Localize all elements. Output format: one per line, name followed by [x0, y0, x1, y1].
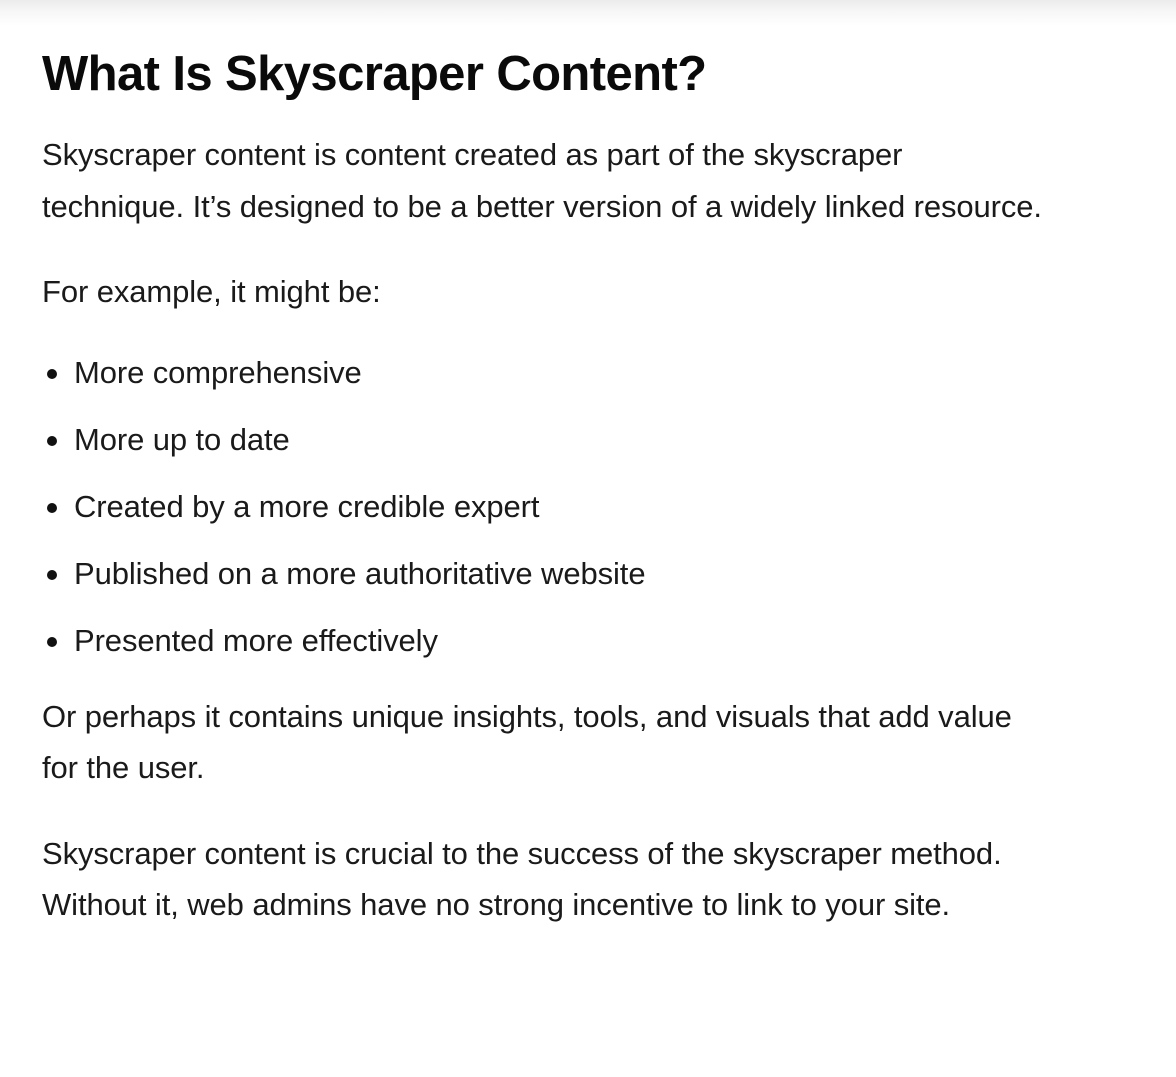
insights-paragraph: Or perhaps it contains unique insights, tools, and visuals that add value for the user.: [42, 698, 1012, 785]
article-body: [42, 42, 1142, 931]
example-list: [42, 353, 1142, 661]
list-item: [42, 554, 1142, 594]
top-shadow: [0, 0, 1176, 26]
list-item-text: More up to date: [74, 421, 290, 457]
bullet-dot-icon: [47, 570, 57, 580]
section-heading: What Is Skyscraper Content?: [42, 47, 707, 101]
list-item: [42, 353, 1142, 393]
crucial-paragraph: Skyscraper content is crucial to the success of the skyscraper method. Without it, web admins have no strong incentive to link to your site.: [42, 835, 1002, 922]
list-item-text: Presented more effectively: [74, 622, 438, 658]
list-item: [42, 420, 1142, 460]
list-item: [42, 621, 1142, 661]
example-lead-paragraph: For example, it might be:: [42, 274, 381, 309]
list-item-text: More comprehensive: [74, 354, 362, 390]
list-item-text: Published on a more authoritative website: [74, 555, 646, 591]
bullet-dot-icon: [47, 637, 57, 647]
bullet-dot-icon: [47, 369, 57, 379]
intro-paragraph: Skyscraper content is content created as part of the skyscraper technique. It’s designed to be a better version of a widely linked resource.: [42, 137, 1042, 224]
bullet-dot-icon: [47, 436, 57, 446]
bullet-dot-icon: [47, 503, 57, 513]
list-item-text: Created by a more credible expert: [74, 488, 540, 524]
list-item: [42, 487, 1142, 527]
